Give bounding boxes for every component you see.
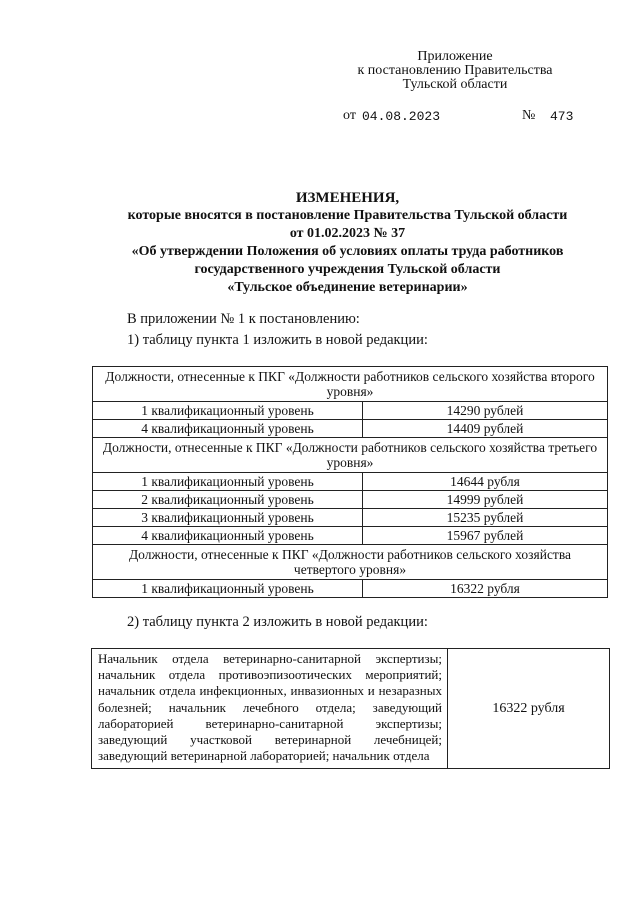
table-row xyxy=(93,527,608,545)
attachment-title: Приложение xyxy=(417,49,493,64)
level-cell: 4 квалификационный уровень xyxy=(93,420,363,438)
group-header: Должности, отнесенные к ПКГ «Должности работников сельского хозяйства второго уровня» xyxy=(93,367,608,402)
salary-cell: 15235 рублей xyxy=(363,509,608,527)
heading-line-2: от 01.02.2023 № 37 xyxy=(289,226,406,241)
table-row xyxy=(93,402,608,420)
salary-cell: 16322 рубля xyxy=(448,649,610,769)
date-number-line xyxy=(0,108,640,124)
level-cell: 1 квалификационный уровень xyxy=(93,580,363,598)
heading-line-1: которые вносятся в постановление Правительства Тульской области xyxy=(127,208,568,223)
heading-line-4: государственного учреждения Тульской области xyxy=(194,262,501,277)
item-2-paragraph: 2) таблицу пункта 2 изложить в новой редакции: xyxy=(127,614,428,630)
salary-cell: 14999 рублей xyxy=(363,491,608,509)
level-cell: 3 квалификационный уровень xyxy=(93,509,363,527)
table-row xyxy=(93,545,608,580)
number-prefix: № xyxy=(522,108,536,123)
positions-cell: Начальник отдела ветеринарно-санитарной экспертизы; начальник отдела противоэпизоотических мероприятий; начальник отдела инфекционных, инвазионных и незаразных болезней; начальник лечебного отдела; заведующий лабораторией ветеринарно-санитарной экспертизы; заведующий участковой ветеринарной лечебницей; заведующий ветеринарной лабораторией; начальник отдела xyxy=(92,649,448,769)
salary-cell: 14290 рублей xyxy=(363,402,608,420)
document-number: 473 xyxy=(550,109,574,124)
level-cell: 2 квалификационный уровень xyxy=(93,491,363,509)
date-prefix: от xyxy=(343,108,356,123)
salary-table-2 xyxy=(91,648,610,769)
salary-table-1 xyxy=(92,366,608,598)
salary-cell: 16322 рубля xyxy=(363,580,608,598)
table-row xyxy=(93,473,608,491)
table-row xyxy=(93,438,608,473)
item-1-paragraph: 1) таблицу пункта 1 изложить в новой редакции: xyxy=(127,332,428,348)
level-cell: 4 квалификационный уровень xyxy=(93,527,363,545)
heading-title: ИЗМЕНЕНИЯ, xyxy=(295,190,400,206)
table-row xyxy=(93,367,608,402)
heading-line-5: «Тульское объединение ветеринарии» xyxy=(227,280,468,295)
heading-line-3: «Об утверждении Положения об условиях оплаты труда работников xyxy=(131,244,564,259)
document-heading xyxy=(60,189,635,297)
group-header: Должности, отнесенные к ПКГ «Должности работников сельского хозяйства четвертого уровня» xyxy=(93,545,608,580)
intro-paragraph: В приложении № 1 к постановлению: xyxy=(127,311,360,327)
salary-cell: 14409 рублей xyxy=(363,420,608,438)
table-row xyxy=(93,420,608,438)
table-row xyxy=(92,649,610,769)
group-header: Должности, отнесенные к ПКГ «Должности работников сельского хозяйства третьего уровня» xyxy=(93,438,608,473)
salary-cell: 15967 рублей xyxy=(363,527,608,545)
table-row xyxy=(93,509,608,527)
attachment-region: Тульской области xyxy=(402,77,508,92)
table-row xyxy=(93,491,608,509)
document-date: 04.08.2023 xyxy=(362,109,441,124)
table-row xyxy=(93,580,608,598)
level-cell: 1 квалификационный уровень xyxy=(93,402,363,420)
salary-cell: 14644 рубля xyxy=(363,473,608,491)
attachment-block xyxy=(340,50,570,92)
attachment-resolution: к постановлению Правительства xyxy=(357,63,553,78)
level-cell: 1 квалификационный уровень xyxy=(93,473,363,491)
